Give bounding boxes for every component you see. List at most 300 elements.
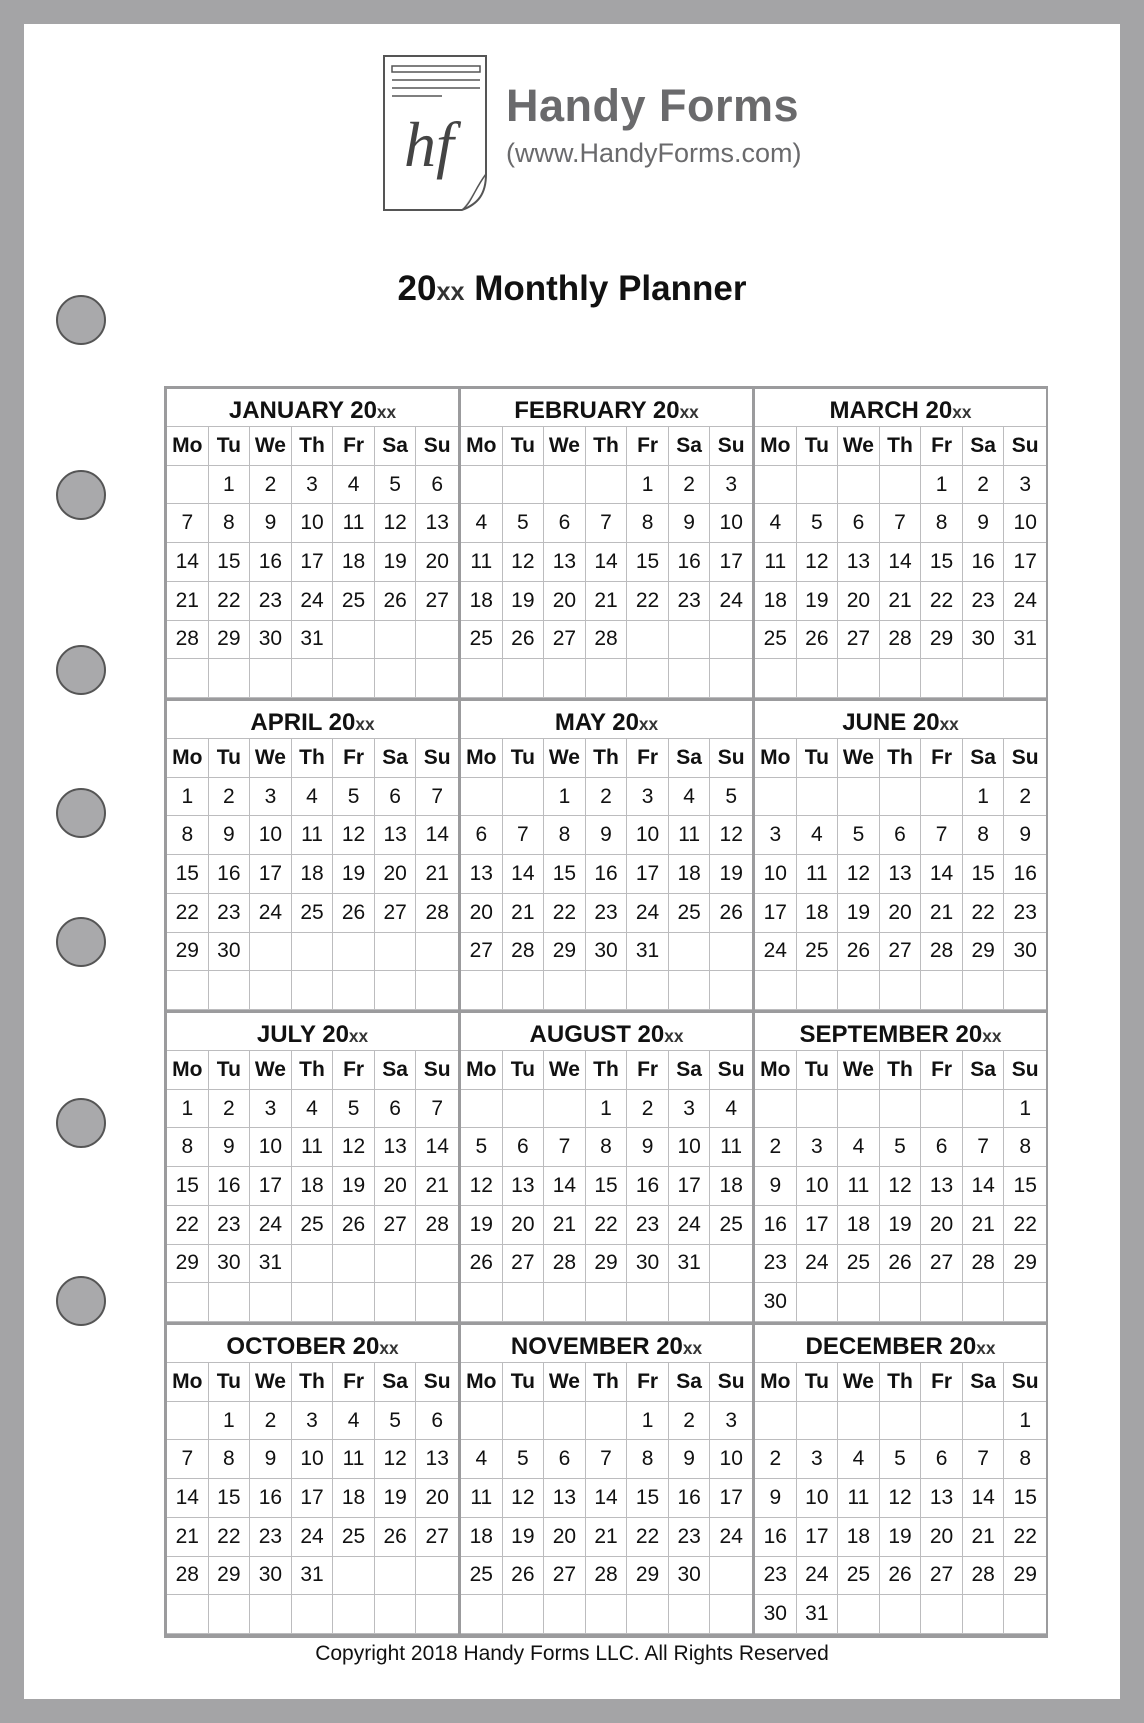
day-cell: 24 <box>292 1518 334 1557</box>
month-year-suffix: xx <box>379 1338 399 1358</box>
day-cell: 14 <box>880 543 922 582</box>
day-cell: 6 <box>461 816 503 855</box>
day-cell: 14 <box>416 1128 458 1167</box>
weekday-header: Fr <box>333 427 375 466</box>
day-cell <box>1004 971 1046 1010</box>
day-cell: 17 <box>627 855 669 894</box>
day-cell: 24 <box>710 1518 752 1557</box>
day-cell: 5 <box>880 1440 922 1479</box>
day-cell <box>416 1595 458 1634</box>
day-cell: 2 <box>586 778 628 817</box>
weekday-header: We <box>838 739 880 778</box>
day-cell: 6 <box>375 1090 417 1129</box>
weekday-header: Th <box>586 427 628 466</box>
weekday-header: Tu <box>797 739 839 778</box>
month-day-grid <box>461 426 752 698</box>
day-cell <box>503 1090 545 1129</box>
day-cell <box>250 1283 292 1322</box>
day-cell: 21 <box>544 1206 586 1245</box>
day-cell: 16 <box>250 543 292 582</box>
day-cell: 2 <box>209 778 251 817</box>
day-cell: 26 <box>503 1557 545 1596</box>
day-cell: 26 <box>880 1245 922 1284</box>
month-day-grid <box>167 738 458 1010</box>
day-cell: 13 <box>503 1167 545 1206</box>
weekday-header: Su <box>1004 1051 1046 1090</box>
weekday-header: Th <box>586 1051 628 1090</box>
brand-url: (www.HandyForms.com) <box>506 138 802 168</box>
day-cell: 26 <box>375 1518 417 1557</box>
day-cell: 6 <box>544 1440 586 1479</box>
day-cell: 12 <box>461 1167 503 1206</box>
day-cell: 12 <box>838 855 880 894</box>
weekday-header: Fr <box>333 1363 375 1402</box>
day-cell: 23 <box>209 894 251 933</box>
day-cell: 13 <box>921 1167 963 1206</box>
day-cell: 3 <box>250 1090 292 1129</box>
day-cell <box>461 1283 503 1322</box>
day-cell: 22 <box>544 894 586 933</box>
day-cell: 12 <box>797 543 839 582</box>
month-name: MAY 20 <box>554 709 639 736</box>
day-cell: 3 <box>797 1440 839 1479</box>
day-cell: 7 <box>880 504 922 543</box>
day-cell <box>838 1090 880 1129</box>
day-cell: 24 <box>250 894 292 933</box>
day-cell: 6 <box>921 1440 963 1479</box>
day-cell <box>333 1557 375 1596</box>
day-cell <box>880 778 922 817</box>
weekday-header: Fr <box>921 427 963 466</box>
day-cell: 25 <box>710 1206 752 1245</box>
weekday-header: We <box>250 427 292 466</box>
day-cell: 24 <box>755 933 797 972</box>
day-cell: 26 <box>797 621 839 660</box>
day-cell: 8 <box>209 1440 251 1479</box>
month-title <box>755 701 1046 738</box>
day-cell <box>416 1283 458 1322</box>
day-cell <box>544 659 586 698</box>
day-cell: 7 <box>167 1440 209 1479</box>
month-title <box>461 1325 752 1362</box>
day-cell: 13 <box>838 543 880 582</box>
month-title <box>755 1325 1046 1362</box>
day-cell: 28 <box>586 621 628 660</box>
day-cell: 10 <box>1004 504 1046 543</box>
day-cell <box>838 1283 880 1322</box>
month-title <box>755 389 1046 426</box>
day-cell: 25 <box>461 1557 503 1596</box>
day-cell: 15 <box>586 1167 628 1206</box>
day-cell: 29 <box>921 621 963 660</box>
day-cell: 9 <box>250 1440 292 1479</box>
weekday-header: Fr <box>627 739 669 778</box>
day-cell: 4 <box>710 1090 752 1129</box>
weekday-header: Tu <box>503 427 545 466</box>
day-cell <box>209 1283 251 1322</box>
binder-hole <box>56 645 106 695</box>
month-day-grid <box>755 426 1046 698</box>
day-cell <box>209 659 251 698</box>
day-cell: 19 <box>333 1167 375 1206</box>
day-cell <box>797 466 839 505</box>
day-cell: 9 <box>755 1479 797 1518</box>
month-calendar <box>755 1325 1046 1634</box>
day-cell <box>627 659 669 698</box>
day-cell: 1 <box>627 1402 669 1441</box>
weekday-header: We <box>838 1051 880 1090</box>
day-cell <box>333 1595 375 1634</box>
day-cell <box>416 621 458 660</box>
day-cell: 15 <box>544 855 586 894</box>
day-cell: 26 <box>838 933 880 972</box>
day-cell: 25 <box>461 621 503 660</box>
day-cell: 8 <box>167 816 209 855</box>
day-cell <box>921 1283 963 1322</box>
day-cell <box>461 466 503 505</box>
day-cell: 30 <box>755 1283 797 1322</box>
day-cell: 8 <box>586 1128 628 1167</box>
day-cell: 13 <box>544 543 586 582</box>
day-cell: 25 <box>755 621 797 660</box>
day-cell: 22 <box>963 894 1005 933</box>
day-cell: 29 <box>167 933 209 972</box>
weekday-header: Su <box>710 739 752 778</box>
day-cell <box>461 1595 503 1634</box>
weekday-header: Mo <box>755 1051 797 1090</box>
day-cell <box>669 621 711 660</box>
month-name: APRIL 20 <box>250 709 356 736</box>
weekday-header: Th <box>880 1051 922 1090</box>
day-cell <box>710 1283 752 1322</box>
day-cell: 18 <box>755 582 797 621</box>
day-cell: 29 <box>209 621 251 660</box>
day-cell: 12 <box>880 1479 922 1518</box>
weekday-header: Fr <box>333 739 375 778</box>
weekday-header: Su <box>1004 427 1046 466</box>
day-cell: 2 <box>627 1090 669 1129</box>
copyright-notice: Copyright 2018 Handy Forms LLC. All Rights Reserved <box>315 1642 829 1665</box>
day-cell <box>333 621 375 660</box>
day-cell <box>250 1595 292 1634</box>
day-cell: 7 <box>416 1090 458 1129</box>
day-cell: 14 <box>963 1167 1005 1206</box>
day-cell: 9 <box>669 1440 711 1479</box>
day-cell: 26 <box>375 582 417 621</box>
day-cell <box>167 971 209 1010</box>
day-cell: 7 <box>963 1440 1005 1479</box>
day-cell <box>921 778 963 817</box>
weekday-header: Sa <box>669 739 711 778</box>
day-cell: 26 <box>503 621 545 660</box>
day-cell: 5 <box>375 1402 417 1441</box>
day-cell <box>838 1595 880 1634</box>
day-cell <box>710 933 752 972</box>
day-cell: 29 <box>167 1245 209 1284</box>
day-cell: 21 <box>167 1518 209 1557</box>
day-cell: 22 <box>209 1518 251 1557</box>
day-cell: 18 <box>333 543 375 582</box>
day-cell: 18 <box>710 1167 752 1206</box>
day-cell: 23 <box>669 1518 711 1557</box>
weekday-header: Tu <box>503 1051 545 1090</box>
month-day-grid <box>461 738 752 1010</box>
day-cell: 13 <box>921 1479 963 1518</box>
day-cell: 23 <box>755 1557 797 1596</box>
day-cell: 4 <box>838 1128 880 1167</box>
day-cell <box>375 971 417 1010</box>
day-cell <box>375 659 417 698</box>
day-cell <box>333 1283 375 1322</box>
weekday-header: Fr <box>921 739 963 778</box>
day-cell: 12 <box>375 1440 417 1479</box>
month-calendar <box>167 389 458 698</box>
day-cell: 29 <box>544 933 586 972</box>
day-cell: 7 <box>503 816 545 855</box>
day-cell: 28 <box>544 1245 586 1284</box>
day-cell: 21 <box>921 894 963 933</box>
binder-hole <box>56 1276 106 1326</box>
day-cell: 12 <box>333 1128 375 1167</box>
weekday-header: Tu <box>503 739 545 778</box>
month-year-suffix: xx <box>638 714 659 734</box>
day-cell: 12 <box>880 1167 922 1206</box>
month-name: SEPTEMBER 20 <box>799 1021 983 1048</box>
day-cell: 30 <box>209 1245 251 1284</box>
day-cell: 3 <box>669 1090 711 1129</box>
day-cell <box>250 933 292 972</box>
month-title <box>167 1013 458 1050</box>
day-cell: 30 <box>669 1557 711 1596</box>
day-cell: 2 <box>1004 778 1046 817</box>
day-cell <box>755 466 797 505</box>
day-cell <box>755 1402 797 1441</box>
day-cell: 22 <box>1004 1206 1046 1245</box>
day-cell: 22 <box>1004 1518 1046 1557</box>
day-cell: 21 <box>963 1206 1005 1245</box>
weekday-header: Tu <box>209 739 251 778</box>
day-cell: 2 <box>250 1402 292 1441</box>
day-cell: 14 <box>544 1167 586 1206</box>
day-cell <box>333 933 375 972</box>
binder-hole <box>56 788 106 838</box>
weekday-header: Sa <box>669 1051 711 1090</box>
day-cell: 18 <box>292 855 334 894</box>
day-cell <box>627 971 669 1010</box>
day-cell: 2 <box>250 466 292 505</box>
day-cell <box>544 466 586 505</box>
day-cell: 16 <box>209 1167 251 1206</box>
day-cell <box>586 1283 628 1322</box>
month-name: AUGUST 20 <box>529 1021 665 1048</box>
day-cell: 13 <box>880 855 922 894</box>
month-name: OCTOBER 20 <box>226 1333 380 1360</box>
day-cell: 28 <box>167 621 209 660</box>
day-cell: 31 <box>669 1245 711 1284</box>
day-cell <box>755 659 797 698</box>
day-cell: 19 <box>375 1479 417 1518</box>
day-cell: 27 <box>921 1245 963 1284</box>
day-cell: 6 <box>416 466 458 505</box>
month-calendar <box>755 701 1046 1010</box>
day-cell: 27 <box>838 621 880 660</box>
weekday-header: Su <box>416 739 458 778</box>
weekday-header: Tu <box>797 1051 839 1090</box>
day-cell: 17 <box>797 1518 839 1557</box>
day-cell: 11 <box>461 543 503 582</box>
day-cell <box>461 778 503 817</box>
month-name: DECEMBER 20 <box>805 1333 977 1360</box>
weekday-header: Sa <box>669 1363 711 1402</box>
month-year-suffix: xx <box>355 714 375 734</box>
weekday-header: We <box>544 739 586 778</box>
day-cell: 25 <box>797 933 839 972</box>
day-cell: 23 <box>250 582 292 621</box>
day-cell: 2 <box>755 1128 797 1167</box>
day-cell: 27 <box>880 933 922 972</box>
day-cell <box>710 1595 752 1634</box>
day-cell: 23 <box>1004 894 1046 933</box>
day-cell: 14 <box>416 816 458 855</box>
day-cell: 19 <box>797 582 839 621</box>
day-cell: 19 <box>710 855 752 894</box>
day-cell <box>921 971 963 1010</box>
day-cell: 17 <box>292 543 334 582</box>
day-cell <box>963 1283 1005 1322</box>
day-cell: 7 <box>167 504 209 543</box>
day-cell: 11 <box>333 1440 375 1479</box>
day-cell: 3 <box>627 778 669 817</box>
day-cell <box>1004 659 1046 698</box>
month-title <box>461 1013 752 1050</box>
day-cell: 5 <box>797 504 839 543</box>
day-cell <box>503 778 545 817</box>
day-cell: 8 <box>1004 1128 1046 1167</box>
day-cell: 17 <box>292 1479 334 1518</box>
day-cell <box>880 1402 922 1441</box>
weekday-header: We <box>838 1363 880 1402</box>
day-cell: 28 <box>880 621 922 660</box>
day-cell: 7 <box>416 778 458 817</box>
day-cell: 9 <box>1004 816 1046 855</box>
day-cell: 4 <box>797 816 839 855</box>
day-cell: 6 <box>880 816 922 855</box>
day-cell <box>209 1595 251 1634</box>
day-cell <box>963 1595 1005 1634</box>
day-cell: 3 <box>292 1402 334 1441</box>
day-cell: 31 <box>292 1557 334 1596</box>
day-cell: 8 <box>963 816 1005 855</box>
day-cell: 22 <box>627 1518 669 1557</box>
weekday-header: Tu <box>503 1363 545 1402</box>
day-cell: 4 <box>838 1440 880 1479</box>
day-cell: 24 <box>710 582 752 621</box>
day-cell: 11 <box>292 816 334 855</box>
day-cell: 30 <box>250 1557 292 1596</box>
day-cell <box>838 466 880 505</box>
day-cell <box>669 933 711 972</box>
day-cell: 29 <box>209 1557 251 1596</box>
day-cell <box>710 971 752 1010</box>
title-year-suffix: xx <box>436 278 465 306</box>
day-cell <box>838 1402 880 1441</box>
day-cell <box>416 1557 458 1596</box>
day-cell: 20 <box>544 1518 586 1557</box>
day-cell <box>375 1245 417 1284</box>
weekday-header: Su <box>710 427 752 466</box>
day-cell: 29 <box>627 1557 669 1596</box>
weekday-header: Mo <box>461 739 503 778</box>
day-cell: 3 <box>797 1128 839 1167</box>
day-cell: 30 <box>209 933 251 972</box>
day-cell: 21 <box>963 1518 1005 1557</box>
day-cell: 22 <box>586 1206 628 1245</box>
day-cell: 4 <box>461 504 503 543</box>
day-cell: 3 <box>292 466 334 505</box>
day-cell: 14 <box>167 543 209 582</box>
day-cell <box>333 659 375 698</box>
day-cell: 16 <box>963 543 1005 582</box>
day-cell <box>586 1595 628 1634</box>
day-cell <box>669 971 711 1010</box>
day-cell: 11 <box>669 816 711 855</box>
day-cell <box>838 778 880 817</box>
day-cell: 8 <box>209 504 251 543</box>
day-cell: 5 <box>333 778 375 817</box>
day-cell <box>375 1595 417 1634</box>
day-cell: 20 <box>416 543 458 582</box>
weekday-header: Tu <box>209 1051 251 1090</box>
month-year-suffix: xx <box>682 1338 703 1358</box>
calendar-grid <box>164 386 1048 1638</box>
day-cell: 28 <box>586 1557 628 1596</box>
day-cell: 3 <box>710 466 752 505</box>
day-cell: 27 <box>375 1206 417 1245</box>
day-cell: 6 <box>416 1402 458 1441</box>
day-cell: 31 <box>1004 621 1046 660</box>
handy-forms-logo <box>382 54 498 212</box>
day-cell: 28 <box>416 894 458 933</box>
day-cell: 20 <box>544 582 586 621</box>
weekday-header: We <box>544 1363 586 1402</box>
day-cell <box>292 1245 334 1284</box>
month-year-suffix: xx <box>952 402 972 422</box>
month-calendar <box>755 1013 1046 1322</box>
day-cell <box>375 621 417 660</box>
day-cell <box>167 1283 209 1322</box>
day-cell: 18 <box>292 1167 334 1206</box>
title-year: 20 <box>397 269 437 308</box>
weekday-header: Su <box>1004 1363 1046 1402</box>
day-cell <box>586 1402 628 1441</box>
day-cell: 1 <box>963 778 1005 817</box>
day-cell <box>710 1245 752 1284</box>
weekday-header: Su <box>1004 739 1046 778</box>
day-cell: 21 <box>416 1167 458 1206</box>
day-cell: 6 <box>503 1128 545 1167</box>
day-cell: 15 <box>209 543 251 582</box>
weekday-header: Fr <box>333 1051 375 1090</box>
day-cell: 11 <box>710 1128 752 1167</box>
day-cell: 13 <box>375 1128 417 1167</box>
weekday-header: Sa <box>375 1051 417 1090</box>
day-cell <box>1004 1595 1046 1634</box>
day-cell <box>710 659 752 698</box>
day-cell <box>250 659 292 698</box>
weekday-header: Su <box>416 1051 458 1090</box>
day-cell <box>292 659 334 698</box>
day-cell <box>921 1090 963 1129</box>
